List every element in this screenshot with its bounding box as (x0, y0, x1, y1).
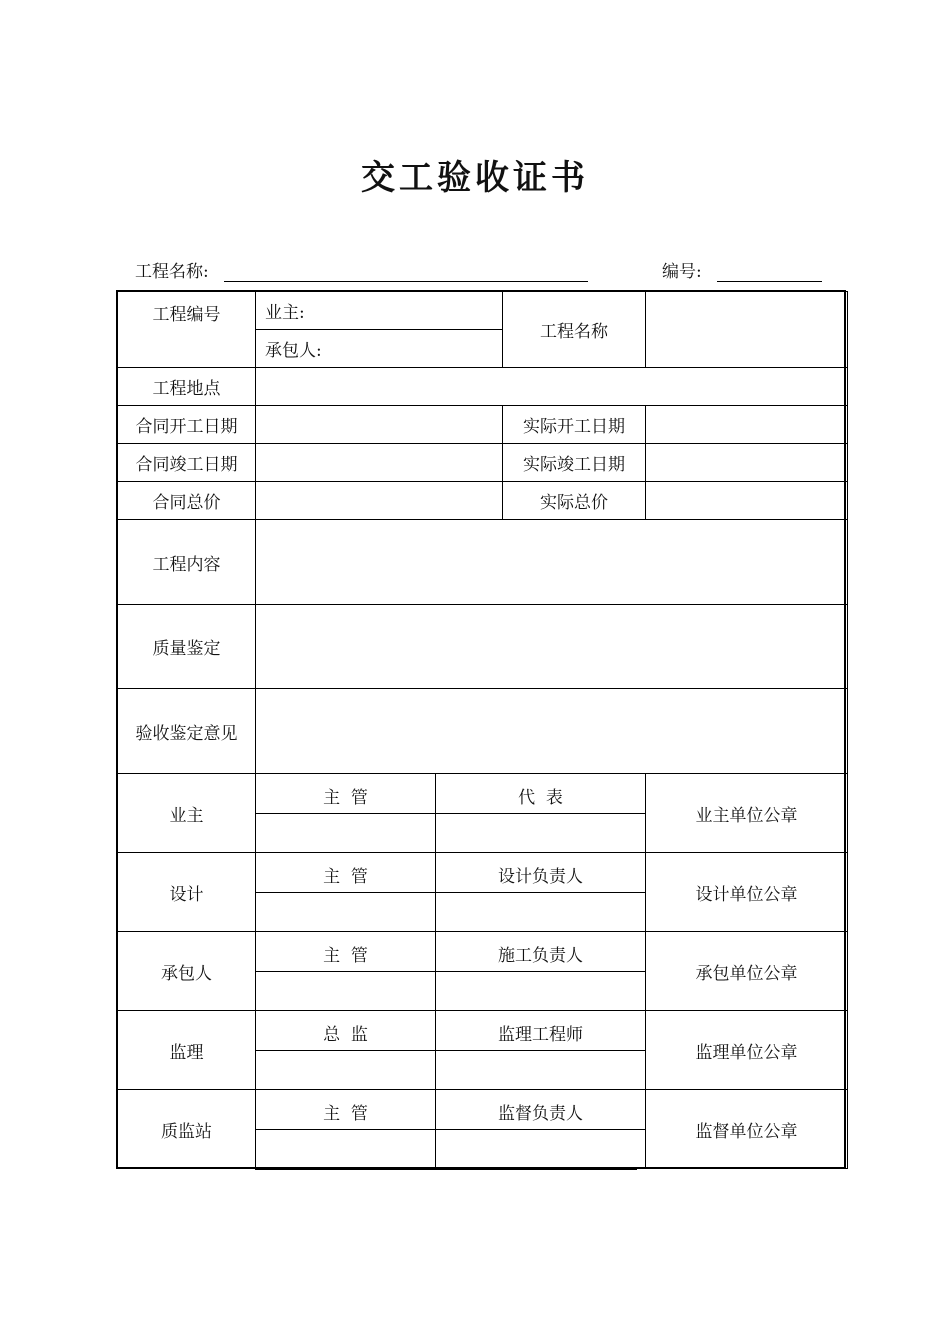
role2-signature[interactable] (436, 1051, 646, 1090)
role1-label: 主 管 (256, 932, 436, 972)
signature-bottom-rule (255, 1168, 637, 1170)
actual-price-value[interactable] (646, 482, 848, 520)
role2-signature[interactable] (436, 814, 646, 853)
content-value[interactable] (256, 520, 848, 605)
party-label: 质监站 (118, 1090, 256, 1169)
owner-label: 业主: (256, 292, 503, 330)
contract-price-label: 合同总价 (118, 482, 256, 520)
role1-signature[interactable] (256, 1130, 436, 1169)
role2-signature[interactable] (436, 893, 646, 932)
role1-signature[interactable] (256, 814, 436, 853)
project-name-header (135, 257, 588, 282)
role1-label: 总 监 (256, 1011, 436, 1051)
project-name-value[interactable] (646, 292, 848, 368)
role2-signature[interactable] (436, 972, 646, 1011)
party-label: 监理 (118, 1011, 256, 1090)
actual-start-label: 实际开工日期 (503, 406, 646, 444)
role1-signature[interactable] (256, 1051, 436, 1090)
contract-end-value[interactable] (256, 444, 503, 482)
contractor-label: 承包人: (256, 330, 503, 368)
actual-end-value[interactable] (646, 444, 848, 482)
actual-end-label: 实际竣工日期 (503, 444, 646, 482)
number-header (662, 257, 822, 282)
role1-label: 主 管 (256, 853, 436, 893)
seal-label: 业主单位公章 (646, 774, 848, 853)
role1-label: 主 管 (256, 774, 436, 814)
seal-label: 设计单位公章 (646, 853, 848, 932)
role2-label: 施工负责人 (436, 932, 646, 972)
quality-label: 质量鉴定 (118, 605, 256, 689)
project-name-field[interactable] (224, 263, 588, 282)
number-label: 编号: (662, 262, 702, 282)
acceptance-label: 验收鉴定意见 (118, 689, 256, 774)
project-name-label: 工程名称: (135, 262, 209, 282)
project-number-label: 工程编号 (118, 292, 256, 368)
document-title: 交工验收证书 (361, 158, 589, 198)
role1-signature[interactable] (256, 893, 436, 932)
seal-label: 监督单位公章 (646, 1090, 848, 1169)
seal-label: 承包单位公章 (646, 932, 848, 1011)
role2-label: 设计负责人 (436, 853, 646, 893)
location-label: 工程地点 (118, 368, 256, 406)
role2-signature[interactable] (436, 1130, 646, 1169)
acceptance-form-table (117, 291, 848, 1169)
party-label: 业主 (118, 774, 256, 853)
seal-label: 监理单位公章 (646, 1011, 848, 1090)
role1-signature[interactable] (256, 972, 436, 1011)
party-label: 承包人 (118, 932, 256, 1011)
role2-label: 监理工程师 (436, 1011, 646, 1051)
role2-label: 监督负责人 (436, 1090, 646, 1130)
party-label: 设计 (118, 853, 256, 932)
role2-label: 代 表 (436, 774, 646, 814)
actual-start-value[interactable] (646, 406, 848, 444)
quality-value[interactable] (256, 605, 848, 689)
contract-start-value[interactable] (256, 406, 503, 444)
project-name-cell-label: 工程名称 (503, 292, 646, 368)
contract-price-value[interactable] (256, 482, 503, 520)
number-field[interactable] (717, 263, 822, 282)
contract-start-label: 合同开工日期 (118, 406, 256, 444)
role1-label: 主 管 (256, 1090, 436, 1130)
content-label: 工程内容 (118, 520, 256, 605)
actual-price-label: 实际总价 (503, 482, 646, 520)
acceptance-value[interactable] (256, 689, 848, 774)
contract-end-label: 合同竣工日期 (118, 444, 256, 482)
location-value[interactable] (256, 368, 848, 406)
